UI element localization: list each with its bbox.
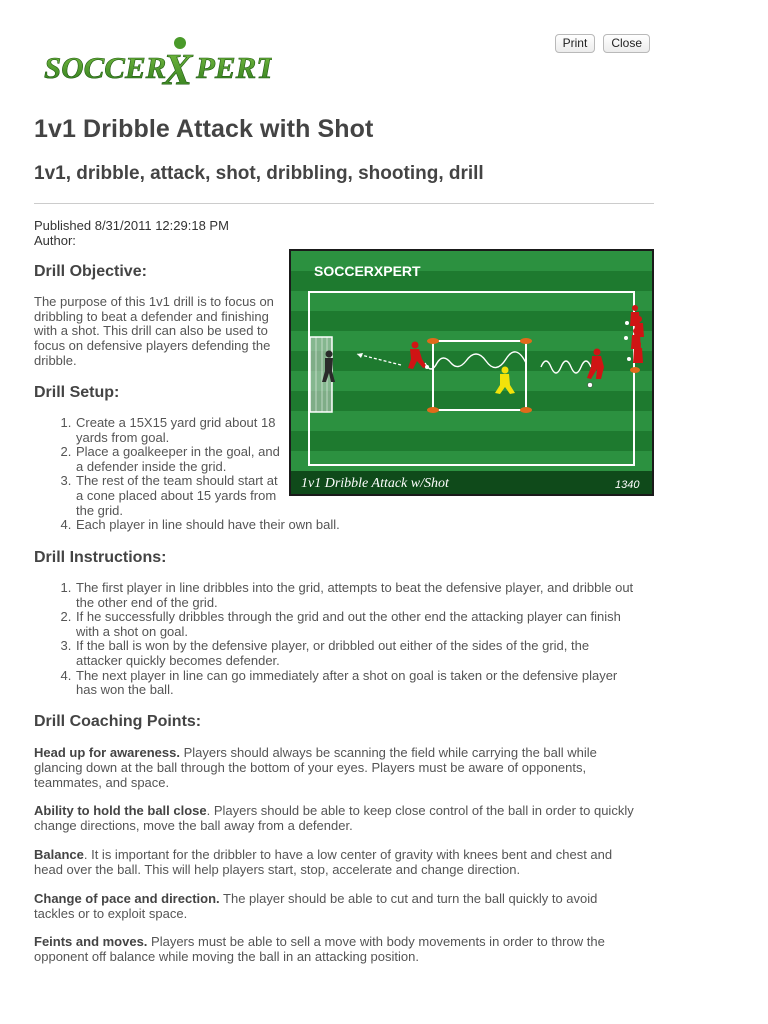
setup-item-line: Create a 15X15 yard grid about 18 bbox=[76, 415, 276, 430]
coaching-point-text: head over the ball. This will help players start, stop, accelerate and change direction. bbox=[34, 861, 521, 877]
divider bbox=[34, 203, 654, 204]
instructions-list bbox=[34, 581, 633, 698]
setup-item bbox=[75, 416, 340, 445]
setup-list bbox=[34, 416, 340, 533]
header-actions bbox=[555, 34, 650, 53]
instruction-line: The next player in line can go immediately after a shot on goal is taken or the defensive player bbox=[76, 667, 618, 683]
logo-text-x: X bbox=[163, 45, 193, 94]
diagram-caption: 1v1 Dribble Attack w/Shot bbox=[301, 476, 449, 491]
setup-item-line: a cone placed about 15 yards from bbox=[76, 487, 277, 503]
setup-item-line: Place a goalkeeper in the goal, and bbox=[76, 444, 280, 460]
coaching-point-text: teammates, and space. bbox=[34, 774, 170, 790]
instruction-item bbox=[75, 581, 633, 610]
coaching-point-text: change directions, move the ball away from a defender. bbox=[34, 817, 353, 833]
coaching-point-text: glancing down at the ball through the bottom of your eyes. Players must be aware of opponents, bbox=[34, 759, 587, 775]
instruction-line: attacker quickly becomes defender. bbox=[76, 652, 280, 668]
objective-heading: Drill Objective: bbox=[34, 263, 147, 280]
coaching-point bbox=[34, 892, 659, 922]
print-button[interactable]: Print bbox=[555, 34, 596, 53]
published-date: Published 8/31/2011 12:29:18 PM bbox=[34, 218, 229, 233]
coaching-point-title: Feints and moves. bbox=[34, 934, 148, 949]
coaching-point-title: Ability to hold the ball close bbox=[34, 803, 207, 818]
coaching-point-title: Change of pace and direction. bbox=[34, 891, 220, 906]
instruction-line: If he successfully dribbles through the grid and out the other end the attacking player can finish bbox=[76, 609, 621, 625]
setup-item-line: yards from goal. bbox=[76, 429, 170, 445]
page-title: 1v1 Dribble Attack with Shot bbox=[34, 115, 374, 143]
close-button[interactable]: Close bbox=[603, 34, 650, 53]
diagram-brand: SOCCERXPERT bbox=[314, 263, 421, 279]
coaching-point-text: The player should be able to cut and turn the ball quickly to avoid bbox=[219, 891, 598, 906]
setup-item bbox=[75, 474, 340, 518]
objective-line: with a shot. This drill can also be used to bbox=[34, 323, 268, 339]
logo-text-right: PERT bbox=[196, 50, 272, 85]
setup-item-line: Each player in line should have their own ball. bbox=[76, 517, 340, 533]
page-subtitle: 1v1, dribble, attack, shot, dribbling, shooting, drill bbox=[34, 163, 484, 184]
setup-item bbox=[75, 518, 340, 533]
coaching-point-text: . Players should be able to keep close control of the ball in order to quickly bbox=[206, 803, 634, 818]
coaching-point-text: Players should always be scanning the field while carrying the ball while bbox=[179, 745, 597, 760]
objective-text bbox=[34, 295, 274, 369]
coaching-point bbox=[34, 848, 659, 878]
coaching-point bbox=[34, 804, 659, 834]
setup-item-line: the grid. bbox=[76, 502, 123, 518]
author-label: Author: bbox=[34, 233, 76, 248]
instruction-line: The first player in line dribbles into the grid, attempts to beat the defensive player, and dribble out bbox=[76, 580, 634, 595]
instructions-heading: Drill Instructions: bbox=[34, 549, 167, 566]
publish-meta bbox=[34, 218, 229, 248]
instruction-line: the other end of the grid. bbox=[76, 594, 218, 610]
instruction-line: If the ball is won by the defensive player, or dribbled out either of the sides of the grid, the bbox=[76, 638, 590, 654]
instruction-item bbox=[75, 610, 633, 639]
setup-item bbox=[75, 445, 340, 474]
coaching-point-text: . It is important for the dribbler to have a low center of gravity with knees bent and chest and bbox=[83, 847, 613, 862]
instruction-item bbox=[75, 639, 633, 668]
instruction-line: with a shot on goal. bbox=[76, 623, 189, 639]
objective-line: dribbling to beat a defender and finishing bbox=[34, 308, 269, 324]
coaching-point-text: Players must be able to sell a move with body movements in order to throw the bbox=[147, 934, 605, 949]
objective-line: dribble. bbox=[34, 352, 77, 368]
coaching-point-text: opponent off balance while moving the ball in an attacking position. bbox=[34, 948, 419, 964]
coaching-heading: Drill Coaching Points: bbox=[34, 713, 202, 730]
coaching-point bbox=[34, 935, 659, 965]
drill-diagram bbox=[289, 249, 654, 496]
objective-line: The purpose of this 1v1 drill is to focus on bbox=[34, 294, 274, 309]
coaching-point-text: tackles or to exploit space. bbox=[34, 905, 188, 921]
instruction-item bbox=[75, 669, 633, 698]
setup-heading: Drill Setup: bbox=[34, 384, 120, 401]
soccerxpert-logo bbox=[40, 34, 272, 98]
logo-text-left: SOCCER bbox=[44, 50, 167, 85]
coaching-point bbox=[34, 746, 659, 790]
setup-item-line: The rest of the team should start at bbox=[76, 473, 278, 489]
diagram-number: 1340 bbox=[615, 479, 640, 491]
coaching-point-title: Head up for awareness. bbox=[34, 745, 180, 760]
instruction-line: has won the ball. bbox=[76, 682, 174, 698]
setup-item-line: a defender inside the grid. bbox=[76, 458, 227, 474]
objective-line: focus on defensive players defending the bbox=[34, 338, 271, 354]
coaching-point-title: Balance bbox=[34, 847, 84, 862]
